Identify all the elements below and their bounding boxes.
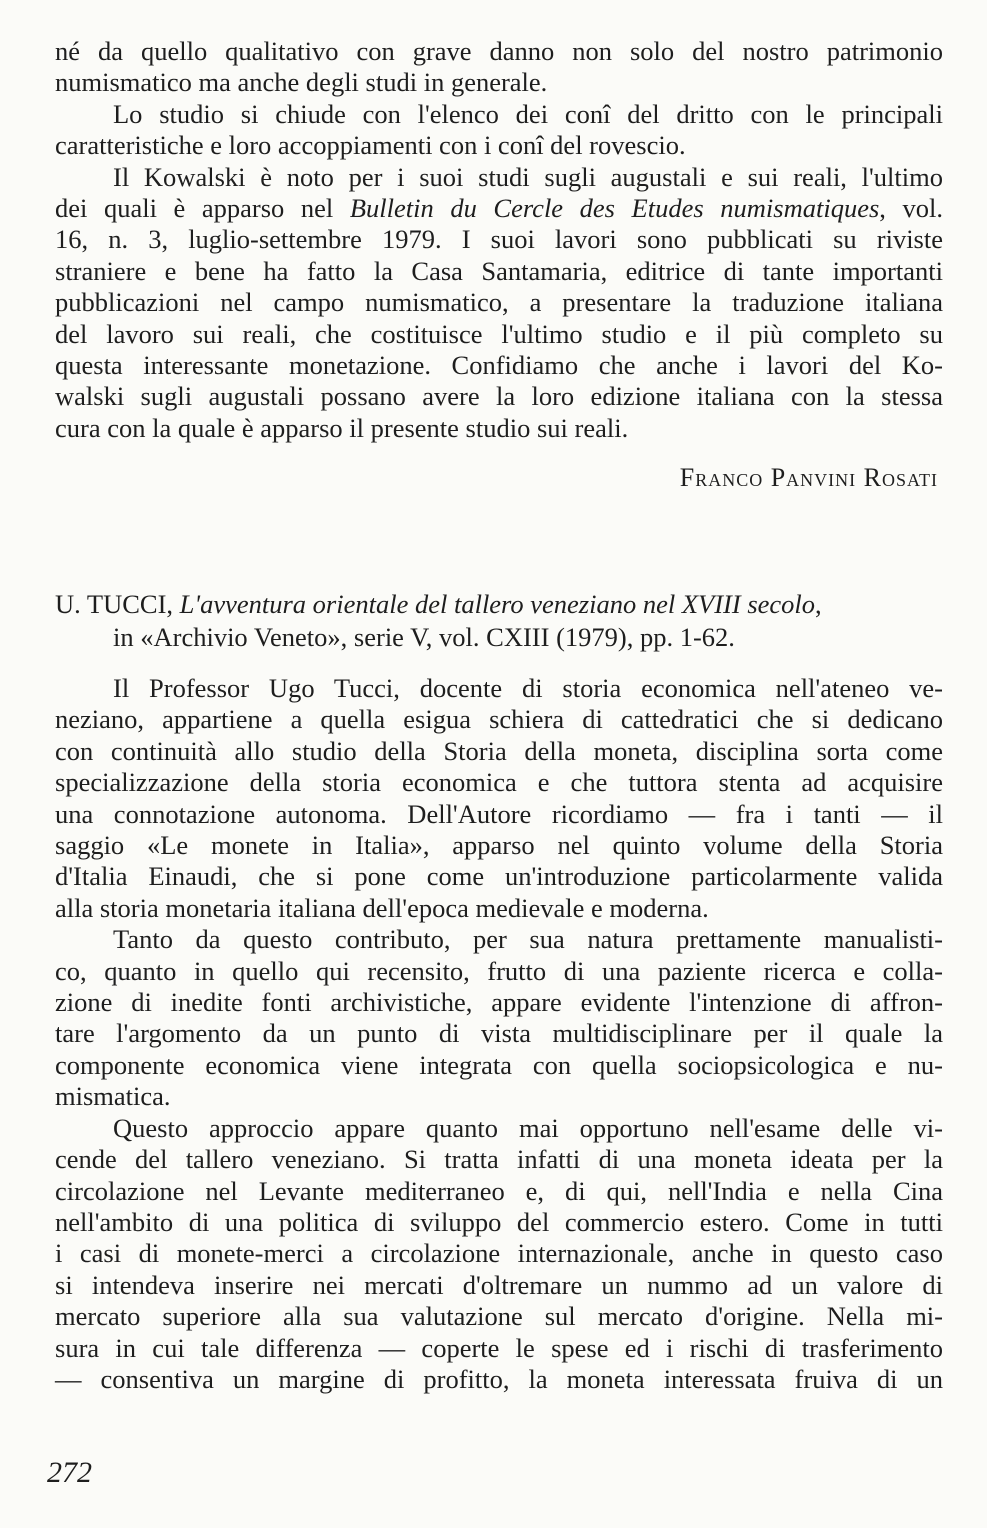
text-line: Lo studio si chiude con l'elenco dei conî del dritto con le principali [113,98,943,129]
text-line: walski sugli augustali possano avere la loro edizione italiana con la stessa [55,381,943,412]
text-line: d'Italia Einaudi, che si pone come un'introduzione particolarmente valida [55,861,943,892]
review-author: U. TUCCI, [55,589,180,619]
text-line: Il Professor Ugo Tucci, docente di storia economica nell'ateneo ve- [113,673,943,703]
text-line: 16, n. 3, luglio-settembre 1979. I suoi lavori sono pubblicati su riviste [55,224,943,255]
text-line [55,193,943,224]
text-line: — consentiva un margine di profitto, la moneta interessata fruiva di un [55,1363,943,1394]
text-line: i casi di monete-merci a circolazione internazionale, anche in questo caso [55,1238,943,1269]
text-line: una connotazione autonoma. Dell'Autore ricordiamo — fra i tanti — il [55,798,943,829]
text-line: zione di inedite fonti archivistiche, appare evidente l'intenzione di affron- [55,987,943,1018]
review-1-body [55,36,943,444]
text-line: cende del tallero veneziano. Si tratta infatti di una moneta ideata per la [55,1144,943,1175]
text-fragment: dei quali è apparso nel [55,193,350,224]
text-line: Il Kowalski è noto per i suoi studi sugli augustali e sui reali, l'ultimo [113,161,943,192]
review-2-body [55,673,943,1395]
page-number: 272 [47,1456,92,1489]
text-line: mercato superiore alla sua valutazione sul mercato d'origine. Nella mi- [55,1301,943,1332]
review-citation: in «Archivio Veneto», serie V, vol. CXIII (1979), pp. 1-62. [113,622,735,652]
review-work-title: L'avventura orientale del tallero veneziano nel XVIII secolo [179,589,816,619]
text-line: saggio «Le monete in Italia», apparso nel quinto volume della Storia [55,830,943,861]
text-line: alla storia monetaria italiana dell'epoca medievale e moderna. [55,892,709,923]
text-line: Tanto da questo contributo, per sua natura prettamente manualisti- [113,924,943,955]
review-2-heading [55,588,947,654]
text-line: circolazione nel Levante mediterraneo e, di qui, nell'India e nella Cina [55,1175,943,1206]
text-line: straniere e bene ha fatto la Casa Santamaria, editrice di tante importanti [55,255,943,286]
text-fragment: , vol. [879,193,943,224]
text-line: cura con la quale è apparso il presente studio sui reali. [55,412,629,443]
text-line: caratteristiche e loro accoppiamenti con i conî del rovescio. [55,130,686,161]
text-line: componente economica viene integrata con quella sociopsicologica e nu- [55,1049,943,1080]
text-line: sura in cui tale differenza — coperte le spese ed i rischi di trasferimento [55,1332,943,1363]
text-line: questa interessante monetazione. Confidiamo che anche i lavori del Ko- [55,350,943,381]
text-line: specializzazione della storia economica e che tuttora stenta ad acquisire [55,767,943,798]
text-line: numismatico ma anche degli studi in generale. [55,67,548,98]
text-line: con continuità allo studio della Storia della moneta, disciplina sorta come [55,735,943,766]
text-line: co, quanto in quello qui recensito, frutto di una paziente ricerca e colla- [55,955,943,986]
text-line: Questo approccio appare quanto mai opportuno nell'esame delle vi- [113,1112,943,1143]
text-line: del lavoro sui reali, che costituisce l'ultimo studio e il più completo su [55,318,943,349]
journal-title: Bulletin du Cercle des Etudes numismatiques [349,193,880,224]
text-line: mismatica. [55,1081,171,1112]
text-line: nell'ambito di una politica di sviluppo del commercio estero. Come in tutti [55,1206,943,1237]
title-comma: , [815,589,822,619]
reviewer-signature [55,463,938,493]
text-line: tare l'argomento da un punto di vista multidisciplinare per il quale la [55,1018,943,1049]
text-line: neziano, appartiene a quella esigua schiera di cattedratici che si dedicano [55,704,943,735]
text-line: né da quello qualitativo con grave danno non solo del nostro patrimonio [55,36,943,66]
text-line: si intendeva inserire nei mercati d'oltremare un nummo ad un valore di [55,1269,943,1300]
signature-text: Franco Panvini Rosati [679,463,938,492]
text-line: pubblicazioni nel campo numismatico, a presentare la traduzione italiana [55,287,943,318]
